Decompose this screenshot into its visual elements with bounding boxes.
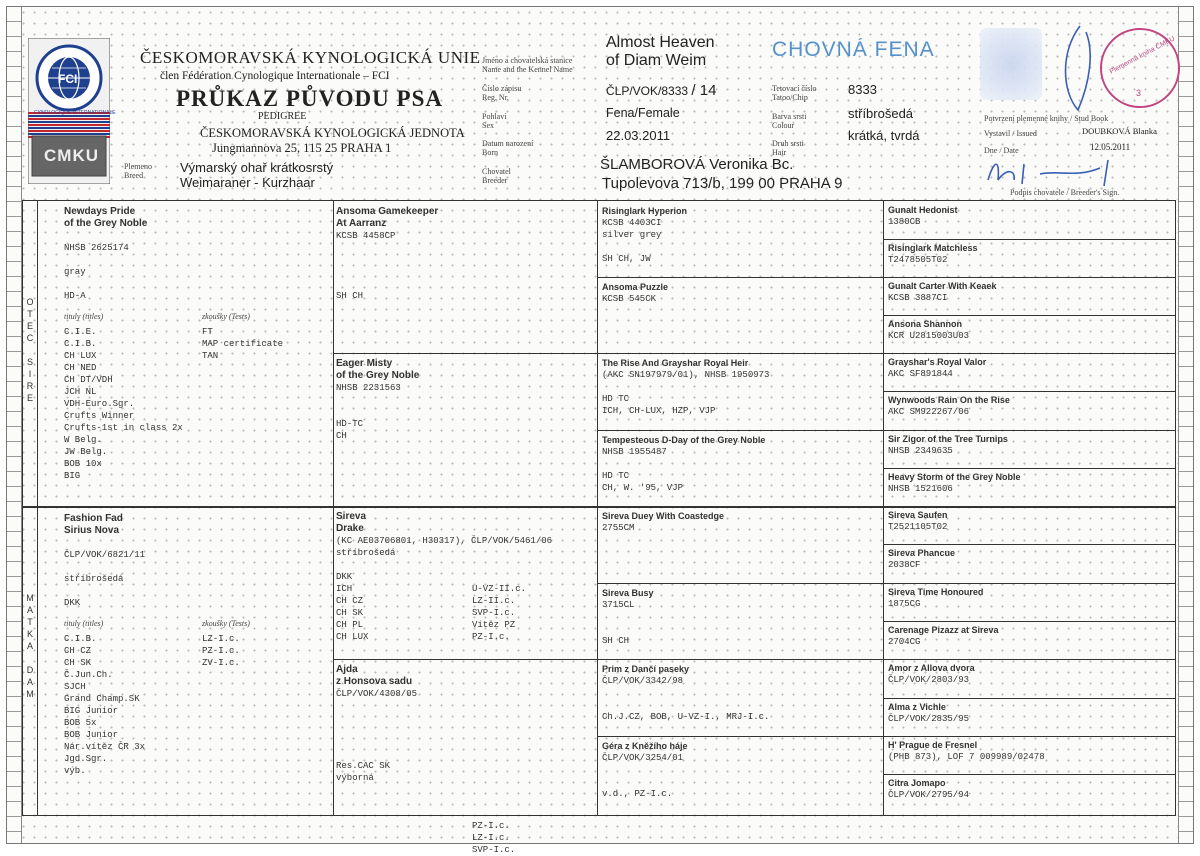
hologram-seal	[980, 28, 1042, 100]
grandparent-line-4: CH	[336, 431, 347, 441]
great-great-grandparent-name: Gunalt Hedonist	[888, 205, 958, 215]
great-grandparent-line-2: HD TC	[602, 394, 630, 404]
great-great-grandparent-name: Heavy Storm of the Grey Noble	[888, 472, 1021, 482]
dam-side-letter: M	[26, 593, 34, 603]
great-great-grandparent-cell	[888, 701, 1168, 725]
great-great-grandparent-name: Wynwoods Rain On the Rise	[888, 395, 1010, 405]
sire-tests-label: zkoušky (Tests)	[202, 312, 250, 321]
grandparent-line-2	[336, 559, 592, 571]
dam-title-0: C.I.B.	[64, 634, 97, 644]
sire-title-8: Crufts-1st in class 2x	[64, 423, 183, 433]
label-sex: Pohlaví Sex	[482, 112, 507, 130]
great-grandparent-cell	[602, 434, 878, 494]
signature-mark-top	[1050, 22, 1110, 119]
sire-test-2: TAN	[202, 351, 219, 361]
great-great-grandparent-cell	[888, 586, 1168, 610]
dam-side-letter: A	[26, 677, 33, 687]
great-grandparent-details	[602, 446, 878, 494]
fci-member-line: člen Fédération Cynologique Internationale – FCI	[160, 70, 390, 82]
great-great-grandparent-name: Sireva Saufen	[888, 510, 948, 520]
great-great-grandparent-name: Sireva Time Honoured	[888, 587, 984, 597]
grandparent-line-1: stříbrošedá	[336, 548, 396, 558]
great-grandparent-name: Tempesteous D-Day of the Grey Noble	[602, 435, 766, 445]
great-grandparent-details	[602, 752, 878, 800]
dam-cell	[64, 513, 324, 777]
sire-title-1: C.I.B.	[64, 339, 97, 349]
great-great-grandparent-cell	[888, 204, 1168, 228]
document-title: PRŮKAZ PŮVODU PSA	[176, 86, 443, 111]
great-grandparent-line-2	[602, 241, 878, 253]
dam-test-2: ZV-I.c.	[202, 658, 240, 668]
club-name: ČESKOMORAVSKÁ KYNOLOGICKÁ JEDNOTA	[200, 126, 465, 140]
logo-ring-text: CYNOLOGIQUE INTERNATIONALE	[34, 110, 116, 116]
grandparent-line-3: DKK	[336, 572, 353, 582]
great-great-grandparent-reg: 2704CG	[888, 637, 921, 647]
grandparent-name: Sireva Drake	[336, 511, 367, 534]
breed-name: Výmarský ohař krátkosrstý Weimaraner - Kurzhaar	[180, 160, 334, 190]
great-grandparent-cell	[602, 510, 878, 534]
grandparent-line-2	[336, 254, 592, 266]
great-great-grandparent-cell	[888, 318, 1168, 342]
great-grandparent-line-3: SH CH, JW	[602, 254, 651, 264]
grandparent-test-0: PZ-I.c.	[472, 821, 510, 831]
great-great-grandparent-cell	[888, 509, 1168, 533]
dog-tattoo: 8333	[848, 82, 877, 97]
sire-side-letter: E	[26, 321, 33, 331]
grandparent-line-1	[336, 242, 592, 254]
great-great-grandparent-reg: KCSB 3887CI	[888, 293, 948, 303]
grandparent-line-4	[336, 278, 592, 290]
sire-colour: gray	[64, 267, 86, 277]
great-grandparent-name: Risinglark Hyperion	[602, 206, 688, 216]
issued-by: DOUBKOVÁ Blanka	[1082, 126, 1157, 136]
great-great-grandparent-reg: AKC SF891844	[888, 369, 953, 379]
dam-hd: DKK	[64, 598, 81, 608]
great-grandparent-line-0: NHSB 1955487	[602, 447, 667, 457]
dog-name: Almost Heaven of Diam Weim	[606, 34, 715, 69]
grandparent-title-1: výborná	[336, 773, 374, 783]
great-grandparent-cell	[602, 357, 878, 417]
date-label: Dne / Date	[984, 146, 1019, 155]
great-grandparent-line-0: ČLP/VOK/3254/01	[602, 753, 684, 763]
grandparent-cell	[336, 511, 592, 643]
sire-titles	[64, 326, 324, 482]
grandparent-titles	[336, 760, 592, 784]
label-reg: Číslo zápisu Reg. Nr.	[482, 84, 522, 102]
label-hair: Druh srsti Hair	[772, 139, 804, 157]
great-grandparent-details	[602, 369, 878, 417]
grandparent-test-2: SVP-I.c.	[472, 608, 516, 618]
great-great-grandparent-cell	[888, 471, 1168, 495]
grandparent-test-0: U-VZ-II.c.	[472, 584, 527, 594]
great-grandparent-line-1	[602, 764, 878, 776]
dam-reg: ČLP/VOK/6821/11	[64, 550, 146, 560]
dam-title-10: Jgd.Sgr.	[64, 754, 108, 764]
dog-breeder: ŠLAMBOROVÁ Veronika Bc.	[600, 156, 794, 173]
great-grandparent-cell	[602, 663, 878, 723]
label-name: Jméno a chovatelská stanice Name and the Kennel Name	[482, 56, 573, 74]
sire-title-3: CH NED	[64, 363, 97, 373]
great-great-grandparent-name: Amor z Allova dvora	[888, 663, 975, 673]
dam-title-9: Nár.vítěz ČR 3x	[64, 742, 146, 752]
dam-side-letter: A	[26, 605, 33, 615]
dam-title-4: SJCH	[64, 682, 86, 692]
grandparent-line-0: KCSB 4458CP	[336, 231, 396, 241]
dam-test-1: PZ-I.c.	[202, 646, 240, 656]
great-grandparent-line-3: v.d., PZ-I.c.	[602, 789, 673, 799]
great-great-grandparent-name: Grayshar's Royal Valor	[888, 357, 987, 367]
great-great-grandparent-cell	[888, 739, 1168, 763]
grandparent-title-3: CH PL	[336, 620, 364, 630]
document-subtitle: PEDIGREE	[258, 111, 307, 122]
sire-title-7: Crufts Winner	[64, 411, 135, 421]
great-great-grandparent-name: Carenage Pizazz at Sireva	[888, 625, 999, 635]
great-great-grandparent-reg: 1380CB	[888, 217, 921, 227]
grandparent-test-1: LZ-II.c.	[472, 596, 516, 606]
dam-title-1: CH CZ	[64, 646, 92, 656]
great-grandparent-line-3: SH CH	[602, 636, 630, 646]
grandparent-tests	[472, 820, 515, 856]
great-great-grandparent-reg: AKC SM922267/06	[888, 407, 970, 417]
grandparent-details	[336, 382, 592, 442]
great-great-grandparent-reg: (PHB 873), LOF 7 009989/02478	[888, 752, 1045, 762]
great-great-grandparent-name: H' Prague de Fresnel	[888, 740, 978, 750]
great-great-grandparent-name: Risinglark Matchless	[888, 243, 978, 253]
great-grandparent-line-1	[602, 611, 878, 623]
sire-title-10: JW Belg.	[64, 447, 108, 457]
grandparent-line-0: NHSB 2231563	[336, 383, 401, 393]
great-great-grandparent-reg: ČLP/VOK/2795/94	[888, 790, 970, 800]
great-grandparent-line-3: Ch.J.CZ, BOB, U-VZ-I., MRJ-I.c.	[602, 712, 770, 722]
label-colour: Barva srsti Colour	[772, 112, 807, 130]
great-grandparent-details	[602, 293, 878, 305]
sire-tests	[202, 326, 283, 362]
dam-titles-label: tituly (titles)	[64, 619, 104, 628]
grandparent-line-0: (KC AE03706801, H30317), ČLP/VOK/5461/06	[336, 536, 553, 546]
great-great-grandparent-reg: T2521105T02	[888, 522, 948, 532]
dog-reg: ČLP/VOK/8333 / 14	[606, 82, 717, 99]
sire-side-letter: I	[28, 369, 32, 379]
issued-label: Vystavil / Issued	[984, 129, 1037, 138]
great-grandparent-details	[602, 599, 878, 647]
sire-side-letter: O	[26, 297, 34, 307]
dam-title-2: CH SK	[64, 658, 92, 668]
grandparent-line-0: ČLP/VOK/4308/05	[336, 689, 418, 699]
great-grandparent-line-0: ČLP/VOK/3342/98	[602, 676, 684, 686]
issue-date: 12.05.2011	[1090, 142, 1131, 152]
sire-side-letter: S	[26, 357, 33, 367]
great-great-grandparent-cell	[888, 242, 1168, 266]
sire-title-6: VDH-Euro.Sgr.	[64, 399, 135, 409]
grandparent-test-3: Vítěz PZ	[472, 620, 516, 630]
dam-title-3: Č.Jun.Ch.	[64, 670, 113, 680]
great-great-grandparent-cell	[888, 433, 1168, 457]
great-great-grandparent-cell	[888, 777, 1168, 801]
grandparent-line-5: SH CH	[336, 291, 364, 301]
dam-colour: stříbrošedá	[64, 574, 124, 584]
great-great-grandparent-reg: ČLP/VOK/2803/93	[888, 675, 970, 685]
dog-colour: stříbrošedá	[848, 106, 914, 121]
great-great-grandparent-name: Alma z Vichle	[888, 702, 946, 712]
great-grandparent-line-0: KCSB 4403CI	[602, 218, 662, 228]
great-grandparent-name: The Rise And Grayshar Royal Heir	[602, 358, 749, 368]
dam-side-letter: D	[26, 665, 34, 675]
sire-name: Newdays Pride of the Grey Noble	[64, 206, 148, 229]
grandparent-cell	[336, 664, 592, 855]
great-grandparent-name: Sireva Busy	[602, 588, 654, 598]
sire-title-0: C.I.E.	[64, 327, 97, 337]
logo-fci-text: FCI	[58, 72, 78, 86]
sire-side-letter	[24, 344, 36, 356]
grandparent-tests	[472, 583, 526, 643]
stud-book-stamp-text: Plemenná kniha ČMKU	[1108, 35, 1177, 76]
great-grandparent-line-0: (AKC SN197979/01), NHSB 1950973	[602, 370, 770, 380]
great-grandparent-cell	[602, 740, 878, 800]
grandparent-line-2	[336, 406, 592, 418]
stud-book-stamp-number: 3	[1136, 88, 1142, 98]
dog-sex: Fena/Female	[606, 106, 680, 120]
sire-title-4: CH DT/VDH	[64, 375, 113, 385]
grandparent-line-3	[336, 266, 592, 278]
stud-book-confirm: Potvrzení plemenné knihy / Stud Book	[984, 114, 1109, 123]
great-grandparent-name: Sireva Duey With Coastedge	[602, 511, 724, 521]
great-great-grandparent-name: Citra Jomapo	[888, 778, 946, 788]
right-perforated-edge	[1178, 7, 1193, 843]
great-great-grandparent-reg: KCR U2815003U03	[888, 331, 970, 341]
great-great-grandparent-name: Ansona Shannon	[888, 319, 962, 329]
dam-title-5: Grand Champ.SK	[64, 694, 140, 704]
sire-titles-label: tituly (titles)	[64, 312, 104, 321]
great-grandparent-details	[602, 217, 878, 265]
great-grandparent-line-1	[602, 687, 878, 699]
grandparent-test-4: PZ-I.c.	[472, 632, 510, 642]
great-great-grandparent-name: Gunalt Carter With Keaek	[888, 281, 997, 291]
dam-title-6: BIG Junior	[64, 706, 119, 716]
sire-reg: NHSB 2625174	[64, 243, 129, 253]
great-great-grandparent-reg: ČLP/VOK/2835/95	[888, 714, 970, 724]
sire-title-9: W Belg.	[64, 435, 102, 445]
grandparent-cell	[336, 206, 592, 302]
great-grandparent-line-1	[602, 381, 878, 393]
great-grandparent-line-1	[602, 458, 878, 470]
label-tattoo: Tetovací číslo Tatoo/Chip	[772, 84, 817, 102]
dam-tests	[202, 633, 240, 669]
great-grandparent-line-2	[602, 776, 878, 788]
great-great-grandparent-reg: NHSB 2349635	[888, 446, 953, 456]
dam-title-7: BOB 5x	[64, 718, 97, 728]
label-breeder: Chovatel Breeder	[482, 167, 511, 185]
great-great-grandparent-cell	[888, 662, 1168, 686]
great-great-grandparent-name: Sir Zigor of the Tree Turnips	[888, 434, 1008, 444]
label-born: Datum narození Born	[482, 139, 534, 157]
sire-title-11: BOB 10x	[64, 459, 102, 469]
dam-side-letter: A	[26, 641, 33, 651]
great-great-grandparent-reg: NHSB 1521606	[888, 484, 953, 494]
dam-name: Fashion Fad Sirius Nova	[64, 513, 123, 536]
left-perforated-edge	[7, 7, 22, 843]
sire-side-letter: C	[26, 333, 34, 343]
grandparent-name: Ansoma Gamekeeper At Aarranz	[336, 206, 439, 229]
grandparent-title-0: ICH	[336, 584, 353, 594]
logo-cmku-text: CMKU	[44, 146, 99, 165]
grandparent-line-3: HD-TC	[336, 419, 364, 429]
great-grandparent-line-0: KCSB 545CK	[602, 294, 657, 304]
grandparent-test-2: SVP-I.c.	[472, 845, 516, 855]
dog-address: Tupolevova 713/b, 199 00 PRAHA 9	[602, 175, 843, 192]
sire-hd: HD-A	[64, 291, 86, 301]
breeding-female-stamp: CHOVNÁ FENA	[772, 38, 935, 61]
sire-title-12: BIG	[64, 471, 81, 481]
grandparent-name: Ajda z Honsova sadu	[336, 664, 413, 687]
great-grandparent-name: Géra z Kněžího háje	[602, 741, 688, 751]
great-great-grandparent-cell	[888, 624, 1168, 648]
great-great-grandparent-reg: T2478505T02	[888, 255, 948, 265]
great-great-grandparent-cell	[888, 356, 1168, 380]
dam-test-0: LZ-I.c.	[202, 634, 240, 644]
great-grandparent-cell	[602, 587, 878, 647]
dam-side-letter: T	[27, 617, 33, 627]
dam-side-letter: M	[26, 689, 34, 699]
sire-side-letter: E	[26, 393, 33, 403]
dam-title-11: výb.	[64, 766, 86, 776]
great-grandparent-line-3: CH, W. '95, VJP	[602, 483, 684, 493]
breed-label: Plemeno Breed	[124, 162, 152, 180]
side-label-dam	[24, 592, 36, 700]
great-grandparent-line-2: HD TC	[602, 471, 630, 481]
great-grandparent-line-0: 3715CL	[602, 600, 635, 610]
sire-cell	[64, 206, 324, 482]
dam-tests-label: zkoušky (Tests)	[202, 619, 250, 628]
great-great-grandparent-cell	[888, 547, 1168, 571]
sire-test-0: FT	[202, 327, 213, 337]
grandparent-title-2: CH SK	[336, 608, 364, 618]
sire-title-2: CH LUX	[64, 351, 97, 361]
dam-title-8: BOB Junior	[64, 730, 119, 740]
grandparent-details	[336, 230, 592, 302]
dog-hair: krátká, tvrdá	[848, 128, 920, 143]
grandparent-titles	[336, 583, 592, 643]
stud-book-stamp	[1100, 28, 1180, 108]
grandparent-test-1: LZ-I.c.	[472, 833, 510, 843]
grandparent-title-0: Res.CAC SK	[336, 761, 391, 771]
grandparent-details	[336, 535, 592, 583]
great-grandparent-name: Ansoma Puzzle	[602, 282, 669, 292]
fci-cmku-logo	[28, 38, 116, 184]
great-great-grandparent-reg: 1875CG	[888, 599, 921, 609]
dam-side-letter: K	[26, 629, 33, 639]
great-grandparent-details	[602, 522, 878, 534]
great-grandparent-line-3: ICH, CH-LUX, HZP, VJP	[602, 406, 716, 416]
grandparent-line-1	[336, 394, 592, 406]
dog-born: 22.03.2011	[606, 128, 671, 143]
sire-title-5: JCH NL	[64, 387, 97, 397]
dam-side-letter	[24, 652, 36, 664]
great-great-grandparent-reg: 2038CF	[888, 560, 921, 570]
great-grandparent-name: Prim z Dančí paseky	[602, 664, 690, 674]
great-grandparent-line-0: 2755CM	[602, 523, 635, 533]
great-grandparent-line-2	[602, 699, 878, 711]
sire-test-1: MAP certificate	[202, 339, 284, 349]
signature-label: Podpis chovatele / Breeder's Sign.	[1010, 188, 1120, 197]
grandparent-title-1: CH CZ	[336, 596, 364, 606]
side-label-sire	[24, 296, 36, 404]
grandparent-details	[336, 688, 592, 700]
great-grandparent-cell	[602, 205, 878, 265]
grandparent-title-4: CH LUX	[336, 632, 369, 642]
great-grandparent-cell	[602, 281, 878, 305]
club-address: Jungmannova 25, 115 25 PRAHA 1	[212, 141, 392, 155]
sire-side-letter: T	[27, 309, 33, 319]
grandparent-name: Eager Misty of the Grey Noble	[336, 358, 420, 381]
great-great-grandparent-name: Sireva Phancue	[888, 548, 956, 558]
great-grandparent-line-1: silver grey	[602, 230, 662, 240]
great-grandparent-line-2	[602, 623, 878, 635]
union-title: ČESKOMORAVSKÁ KYNOLOGICKÁ UNIE	[140, 48, 481, 67]
great-great-grandparent-cell	[888, 394, 1168, 418]
great-grandparent-details	[602, 675, 878, 723]
sire-side-letter: R	[26, 381, 34, 391]
great-great-grandparent-cell	[888, 280, 1168, 304]
grandparent-cell	[336, 358, 592, 442]
dam-titles	[64, 633, 324, 777]
